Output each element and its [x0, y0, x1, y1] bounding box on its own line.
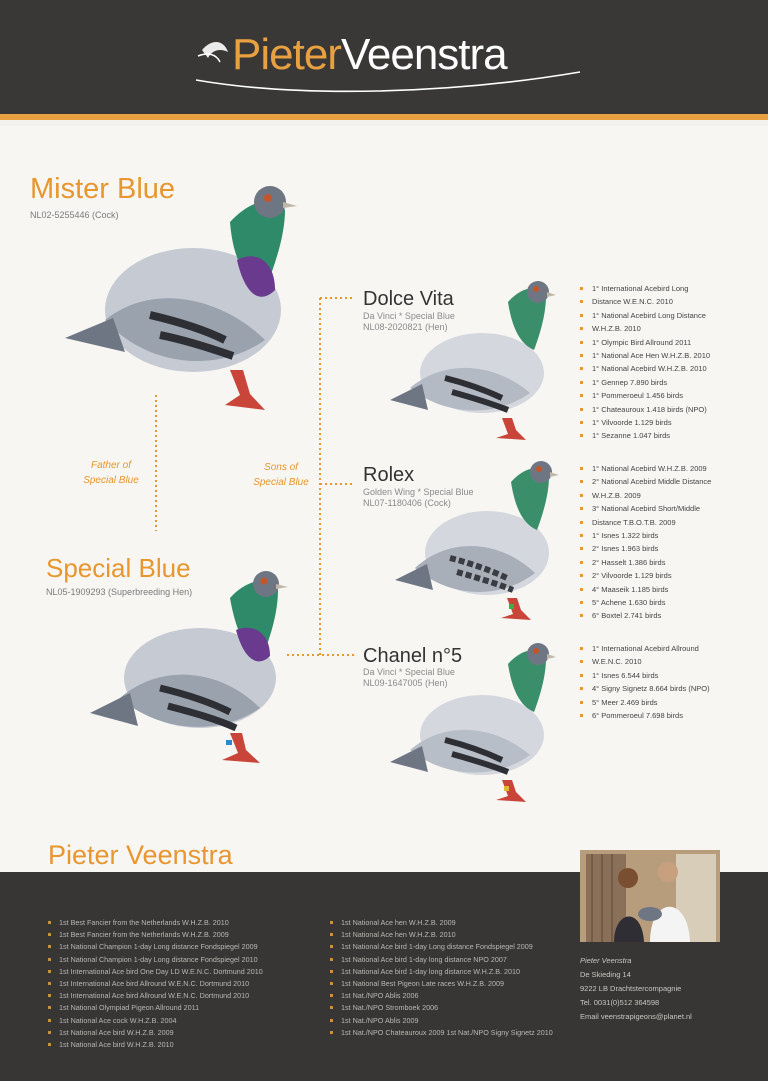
- achievement-item: 1st Best Fancier from the Netherlands W.H.Z.B. 2009: [46, 929, 263, 941]
- result-item: 1° International Acebird Allround: [578, 642, 710, 655]
- child-parents-chanel-no5: Da Vinci * Special Blue: [363, 667, 455, 677]
- pigeon-special-blue-image: [90, 568, 290, 768]
- child-ring-rolex: NL07-1180406 (Cock): [363, 498, 451, 508]
- result-item: 1° National Acebird W.H.Z.B. 2009: [578, 462, 711, 475]
- father-name: Mister Blue: [30, 173, 176, 205]
- result-item: 1° International Acebird Long: [578, 282, 710, 295]
- header-band: [0, 0, 768, 120]
- pigeon-dolce-vita-image: [390, 278, 560, 443]
- result-item: 1° Gennep 7.890 birds: [578, 376, 710, 389]
- pigeon-rolex-image: [395, 458, 565, 623]
- achievement-item: 1st National Best Pigeon Late races W.H.Z.B. 2009: [328, 978, 553, 990]
- result-item: Distance W.E.N.C. 2010: [578, 295, 710, 308]
- mother-name: Special Blue: [46, 553, 191, 583]
- result-item: 3° National Acebird Short/Middle: [578, 502, 711, 515]
- brand-logo: [190, 28, 590, 98]
- achievement-item: 1st National Ace bird W.H.Z.B. 2010: [46, 1039, 263, 1051]
- achievement-item: 1st National Champion 1-day Long distance Fondspiegel 2009: [46, 941, 263, 953]
- result-item: 5° Meer 2.469 birds: [578, 696, 710, 709]
- result-item: 1° Olympic Bird Allround 2011: [578, 336, 710, 349]
- result-item: 1° Isnes 1.322 birds: [578, 529, 711, 542]
- result-item: 2° Hasselt 1.386 birds: [578, 556, 711, 569]
- brand-wordmark: PieterVeenstra: [232, 30, 507, 79]
- results-list-dolce-vita: [578, 282, 710, 443]
- achievement-item: 1st National Ace bird W.H.Z.B. 2009: [46, 1027, 263, 1039]
- achievement-item: 1st Nat./NPO Stromboek 2006: [328, 1002, 553, 1014]
- contact-tel: Tel. 0031(0)512 364598: [580, 998, 660, 1007]
- father-ring: NL02-5255446 (Cock): [30, 210, 119, 220]
- child-parents-rolex: Golden Wing * Special Blue: [363, 487, 474, 497]
- result-item: W.E.N.C. 2010: [578, 655, 710, 668]
- achievement-item: 1st National Champion 1-day Long distance Fondspiegel 2010: [46, 954, 263, 966]
- child-name-chanel-no5: Chanel n°5: [363, 645, 463, 667]
- result-item: 4° Signy Signetz 8.664 birds (NPO): [578, 682, 710, 695]
- father-of-label: Father of Special Blue: [83, 460, 139, 486]
- contact-city: 9222 LB Drachtstercompagnie: [580, 984, 682, 993]
- footer-title: Pieter Veenstra: [48, 840, 233, 870]
- child-ring-dolce-vita: NL08-2020821 (Hen): [363, 322, 448, 332]
- mother-ring: NL05-1909293 (Superbreeding Hen): [46, 587, 193, 597]
- result-item: W.H.Z.B. 2010: [578, 322, 710, 335]
- achievement-item: 1st National Ace hen W.H.Z.B. 2010: [328, 929, 553, 941]
- achievement-item: 1st Best Fancier from the Netherlands W.H.Z.B. 2010: [46, 917, 263, 929]
- pigeon-chanel-no5-image: [390, 640, 560, 805]
- contact-block: [580, 954, 692, 1024]
- footer-achievements-right: [328, 917, 553, 1039]
- achievement-item: 1st Nat./NPO Ablis 2009: [328, 1015, 553, 1027]
- contact-street: De Skieding 14: [580, 970, 631, 979]
- results-list-chanel-no5: [578, 642, 710, 722]
- achievement-item: 1st International Ace bird Allround W.E.N.C. Dortmund 2010: [46, 990, 263, 1002]
- fancier-photo: [580, 850, 720, 942]
- result-item: 1° National Acebird Long Distance: [578, 309, 710, 322]
- result-item: 6° Boxtel 2.741 birds: [578, 609, 711, 622]
- child-name-dolce-vita: Dolce Vita: [363, 288, 454, 310]
- fancier-photo-image: [580, 850, 720, 942]
- result-item: Distance T.B.O.T.B. 2009: [578, 516, 711, 529]
- father-connector-line: [150, 393, 162, 533]
- footer-achievements-left: [46, 917, 263, 1051]
- result-item: 2° National Acebird Middle Distance: [578, 475, 711, 488]
- child-name-rolex: Rolex: [363, 464, 415, 486]
- achievement-item: 1st National Ace cock W.H.Z.B. 2004: [46, 1015, 263, 1027]
- result-item: 5° Achene 1.630 birds: [578, 596, 711, 609]
- result-item: 2° Isnes 1.963 birds: [578, 542, 711, 555]
- child-parents-dolce-vita: Da Vinci * Special Blue: [363, 311, 455, 321]
- result-item: 4° Maaseik 1.185 birds: [578, 583, 711, 596]
- achievement-item: 1st Nat./NPO Ablis 2006: [328, 990, 553, 1002]
- achievement-item: 1st Nat./NPO Chateauroux 2009 1st Nat./NPO Signy Signetz 2010: [328, 1027, 553, 1039]
- achievement-item: 1st National Ace bird 1-day long distance W.H.Z.B. 2010: [328, 966, 553, 978]
- achievement-item: 1st National Ace bird 1-day long distance NPO 2007: [328, 954, 553, 966]
- contact-name: Pieter Veenstra: [580, 956, 632, 965]
- result-item: 1° National Acebird W.H.Z.B. 2010: [578, 362, 710, 375]
- achievement-item: 1st International Ace bird Allround W.E.N.C. Dortmund 2010: [46, 978, 263, 990]
- achievement-item: 1st National Olympiad Pigeon Allround 2011: [46, 1002, 263, 1014]
- achievement-item: 1st International Ace bird One Day LD W.E.N.C. Dortmund 2010: [46, 966, 263, 978]
- results-list-rolex: [578, 462, 711, 623]
- result-item: 6° Pommeroeul 7.698 birds: [578, 709, 710, 722]
- result-item: 1° Pommeroeul 1.456 birds: [578, 389, 710, 402]
- result-item: 1° Sezanne 1.047 birds: [578, 429, 710, 442]
- achievement-item: 1st National Ace bird 1-day Long distance Fondspiegel 2009: [328, 941, 553, 953]
- pigeon-mister-blue-image: [65, 180, 305, 415]
- result-item: 1° National Ace Hen W.H.Z.B. 2010: [578, 349, 710, 362]
- child-ring-chanel-no5: NL09-1647005 (Hen): [363, 678, 448, 688]
- contact-email: Email veenstrapigeons@planet.nl: [580, 1012, 692, 1021]
- result-item: 1° Vilvoorde 1.129 birds: [578, 416, 710, 429]
- sons-of-label: Sons of Special Blue: [253, 462, 309, 488]
- header-accent-line: [0, 114, 768, 120]
- achievement-item: 1st National Ace hen W.H.Z.B. 2009: [328, 917, 553, 929]
- result-item: 1° Chateauroux 1.418 birds (NPO): [578, 403, 710, 416]
- result-item: 1° Isnes 6.544 birds: [578, 669, 710, 682]
- result-item: W.H.Z.B. 2009: [578, 489, 711, 502]
- result-item: 2° Vilvoorde 1.129 birds: [578, 569, 711, 582]
